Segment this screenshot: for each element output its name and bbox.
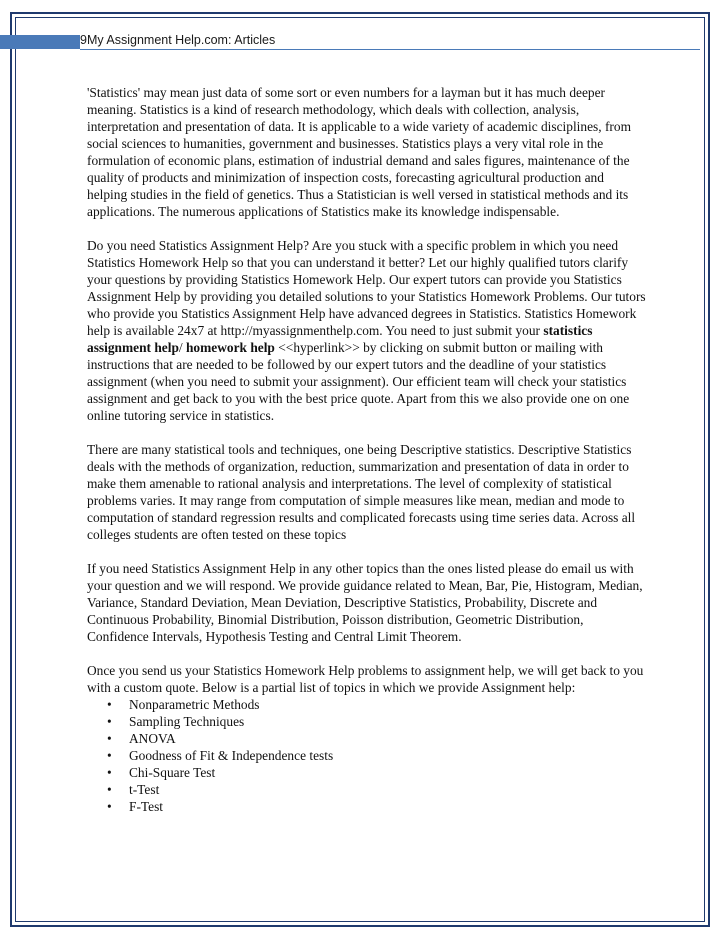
list-item xyxy=(87,798,647,815)
list-item xyxy=(87,781,647,798)
bullet-icon: • xyxy=(107,697,112,712)
list-item xyxy=(87,713,647,730)
bullet-icon: • xyxy=(107,765,112,780)
bullet-icon: • xyxy=(107,782,112,797)
bullet-icon: • xyxy=(107,748,112,763)
list-item xyxy=(87,696,647,713)
paragraph-help-text-1: Do you need Statistics Assignment Help? Are you stuck with a specific problem in which you need Statistics Homework Help so that you can understand it better? Let our highly qualified tutors clarify your questions by providing Statistics Homework Help. Our expert tutors can provide you Statistics Assignment Help by providing you detailed solutions to your Statistics Homework Problems. Our tutors who provide you Statistics Assignment Help have advanced degrees in Statistics. Statistics Homework help is available 24x7 at http://myassignmenthelp.com. You need to just submit your xyxy=(87,238,646,338)
topic-list xyxy=(87,696,647,815)
bullet-icon: • xyxy=(107,731,112,746)
header-rule xyxy=(80,49,700,50)
page-header xyxy=(80,33,275,47)
list-item-label: F-Test xyxy=(129,799,164,814)
bullet-icon: • xyxy=(107,714,112,729)
bold-link-homework-help[interactable]: homework help xyxy=(185,340,275,355)
paragraph-help-text-2: <<hyperlink>> by clicking on submit button or mailing with instructions that are needed to be followed by our expert tutors and the deadline of your statistics assignment (when you need to submit your assignment). Our efficient team will check your statistics assignment and get back to you with the best price quote. Apart from this we also provide one on one online tutoring service in statistics. xyxy=(87,340,630,423)
bold-link-statistics-assignment-help[interactable]: statistics assignment help xyxy=(87,323,593,355)
paragraph-descriptive: There are many statistical tools and techniques, one being Descriptive statistics. Descriptive Statistics deals with the methods of organization, reduction, summarization and presentation of data in order to make them amenable to rational analysis and interpretations. The level of complexity of statistical problems varies. It may range from computation of simple measures like mean, median and mode to computation of standard regression results and complicated forecasts using time series data. Across all colleges students are often tested on these topics xyxy=(87,442,636,542)
list-item xyxy=(87,764,647,781)
list-item-label: Goodness of Fit & Independence tests xyxy=(129,748,334,763)
list-item-label: Sampling Techniques xyxy=(129,714,245,729)
page-number: 9 xyxy=(80,33,87,47)
paragraph-intro: 'Statistics' may mean just data of some sort or even numbers for a layman but it has much deeper meaning. Statistics is a kind of research methodology, which deals with collection, analysis, interpretation and presentation of data. It is applicable to a wide variety of academic disciplines, from social sciences to humanities, government and businesses. Statistics plays a very vital role in the formulation of economic plans, estimation of industrial demand and sales figures, maintenance of the quality of products and minimization of inspection costs, forecasting agricultural production and helping studies in the field of genetics. Thus a Statistician is well versed in statistical methods and its applications. The numerous applications of Statistics make its knowledge indispensable. xyxy=(87,85,631,219)
slash-separator: / xyxy=(178,340,186,355)
header-accent-bar xyxy=(0,35,80,49)
list-item xyxy=(87,730,647,747)
list-item xyxy=(87,747,647,764)
paragraph-quote: Once you send us your Statistics Homework Help problems to assignment help, we will get back to you with a custom quote. Below is a partial list of topics in which we provide Assignment help: xyxy=(87,663,644,695)
paragraph-topics: If you need Statistics Assignment Help in any other topics than the ones listed please do email us with your question and we will respond. We provide guidance related to Mean, Bar, Pie, Histogram, Median, Variance, Standard Deviation, Mean Deviation, Descriptive Statistics, Probability, Discrete and Continuous Probability, Binomial Distribution, Poisson distribution, Geometric Distribution, Confidence Intervals, Hypothesis Testing and Central Limit Theorem. xyxy=(87,561,643,644)
bullet-icon: • xyxy=(107,799,112,814)
list-item-label: ANOVA xyxy=(129,731,176,746)
header-title: My Assignment Help.com: Articles xyxy=(86,33,276,47)
paragraph-help xyxy=(87,237,647,424)
list-item-label: Chi-Square Test xyxy=(129,765,216,780)
list-item-label: Nonparametric Methods xyxy=(129,697,260,712)
list-item-label: t-Test xyxy=(129,782,160,797)
article-body xyxy=(87,84,647,815)
